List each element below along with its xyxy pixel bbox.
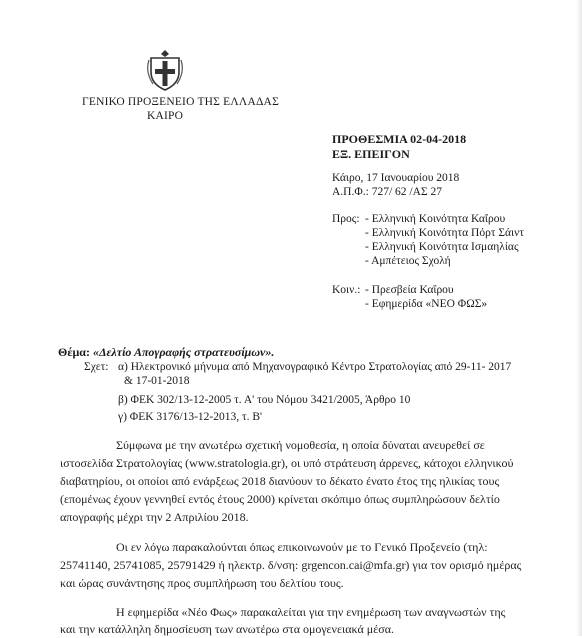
paragraph2-line: 25741140, 25741085, 25791429 ή ηλεκτρ. δ/νση: grgencon.cai@mfa.gr) για τον ορισμό ημέρας: [60, 558, 522, 572]
paragraph1-line: διαβατηρίου, οι οποίοι από ενάρξεως 2018 διανύουν το δέκατο ένατο έτος της ηλικίας τους: [60, 474, 500, 488]
recipient-item: - Ελληνική Κοινότητα Πόρτ Σάιντ: [365, 227, 524, 239]
related-label: Σχετ:: [84, 361, 109, 373]
cc-item: - Εφημερίδα «ΝΕΟ ΦΩΣ»: [365, 298, 488, 310]
subject-label: Θέμα:: [58, 345, 90, 359]
place-date: Κάιρο, 17 Ιανουαρίου 2018: [332, 172, 460, 184]
subject-text: «Δελτίο Απογραφής στρατευσίμων».: [92, 345, 275, 359]
urgency-line: ΕΞ. ΕΠΕΙΓΟΝ: [332, 147, 410, 161]
paragraph2-line: και ώρας συνάντησης προς συμπλήρωση του δελτίου τους.: [60, 576, 344, 590]
recipient-item: - Ελληνική Κοινότητα Καΐρου: [365, 213, 506, 225]
related-item-c: γ) ΦΕΚ 3176/13-12-2013, τ. Β': [118, 411, 263, 423]
paragraph1-line: (επομένως έχουν γεννηθεί εντός έτους 2000) κρίνεται σκόπιμο όπως συμπληρώσουν δελτίο: [60, 492, 500, 506]
deadline-line: ΠΡΟΘΕΣΜΙΑ 02-04-2018: [332, 132, 467, 146]
cc-item: - Πρεσβεία Καΐρου: [365, 284, 454, 296]
related-item-b: β) ΦΕΚ 302/13-12-2005 τ. Α' του Νόμου 3421/2005, Άρθρο 10: [118, 394, 411, 406]
cc-label: Κοιν.:: [332, 284, 361, 296]
consulate-city: ΚΑΙΡΟ: [147, 110, 184, 122]
protocol-number: Α.Π.Φ.: 727/ 62 /ΑΣ 27: [332, 186, 442, 198]
paragraph3-line: Η εφημερίδα «Νέο Φως» παρακαλείται για την ενημέρωση των αναγνωστών της: [116, 605, 506, 619]
paragraph1-line: Σύμφωνα με την ανωτέρω σχετική νομοθεσία, η οποία δύναται ανευρεθεί σε: [116, 438, 485, 452]
recipient-item: - Αμπέτειος Σχολή: [365, 255, 451, 267]
greek-coat-of-arms-icon: [145, 48, 185, 92]
consulate-name: ΓΕΝΙΚΟ ΠΡΟΞΕΝΕΙΟ ΤΗΣ ΕΛΛΑΔΑΣ: [82, 96, 279, 108]
recipient-item: - Ελληνική Κοινότητα Ισμαηλίας: [365, 241, 519, 253]
paragraph3-line: και την κατάλληλη δημοσίευση των ανωτέρω στα ομογενειακά μέσα.: [60, 622, 394, 636]
recipients-label: Προς:: [332, 213, 360, 225]
paragraph1-line: απογραφής μέχρι την 2 Απριλίου 2018.: [60, 510, 249, 524]
paragraph2-line: Οι εν λόγω παρακαλούνται όπως επικοινωνούν με το Γενικό Προξενείο (τηλ:: [116, 540, 488, 554]
subject-line: [58, 345, 274, 360]
scan-edge-shadow: [576, 0, 582, 636]
paragraph1-line: ιστοσελίδα Στρατολογίας (www.stratologia.gr), οι υπό στράτευση άρρενες, κάτοχοι ελληνικού: [60, 456, 514, 470]
related-item-a: α) Ηλεκτρονικό μήνυμα από Μηχανογραφικό Κέντρο Στρατολογίας από 29-11- 2017: [118, 361, 512, 373]
related-item-a-cont: & 17-01-2018: [124, 375, 190, 387]
